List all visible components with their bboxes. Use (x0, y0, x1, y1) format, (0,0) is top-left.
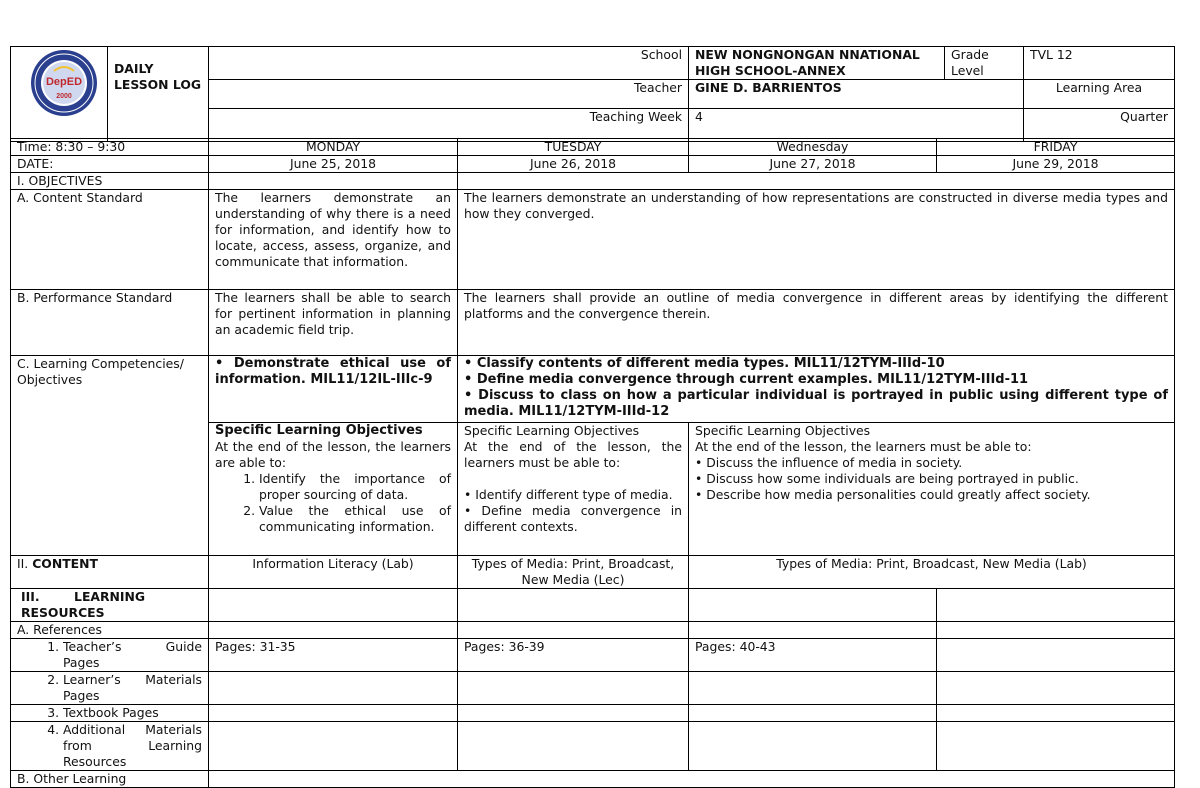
spec-mon-list (215, 471, 451, 535)
week-value: 4 (689, 109, 1024, 142)
performance-standard-monday: The learners shall be able to search for pertinent information in planning an academic field trip. (209, 290, 458, 356)
competency-item: • Classify contents of different media types. MIL11/12TYM-IIId-10 (464, 356, 945, 371)
competency-item: • Define media convergence through current examples. MIL11/12TYM-IIId-11 (464, 372, 1029, 387)
date-monday: June 25, 2018 (209, 156, 458, 173)
list-item: • Describe how media personalities could greatly affect society. (695, 487, 1091, 502)
learners-materials-label: 2. Learner’s Materials Pages (11, 672, 209, 705)
grade-value: TVL 12 (1024, 47, 1175, 80)
spec-mon-title: Specific Learning Objectives (215, 423, 423, 438)
performance-standard-row (11, 290, 1175, 356)
resources-label: III. LEARNING RESOURCES (11, 589, 209, 622)
objectives-label: I. OBJECTIVES (11, 173, 209, 190)
spec-mon-intro: At the end of the lesson, the learners are able to: (215, 439, 451, 470)
day-wednesday: Wednesday (689, 139, 937, 156)
date-label: DATE: (11, 156, 209, 173)
spec-wed-title: Specific Learning Objectives (695, 423, 871, 438)
time-cell: Time: 8:30 – 9:30 (11, 139, 209, 156)
day-tuesday: TUESDAY (458, 139, 689, 156)
references-row (11, 622, 1175, 639)
teachers-guide-row (11, 639, 1175, 672)
tg-pages-wednesday: Pages: 40-43 (689, 639, 937, 672)
spec-tue-intro: At the end of the lesson, the learners must be able to: (464, 439, 682, 470)
competencies-label: C. Learning Competencies/ Objectives (11, 356, 209, 556)
resources-row (11, 589, 1175, 622)
day-monday: MONDAY (209, 139, 458, 156)
logo-cell (11, 47, 108, 142)
list-item: • Discuss how some individuals are being portrayed in public. (695, 471, 1079, 486)
list-item: 2. Value the ethical use of communicating information. (259, 503, 451, 535)
lesson-table (10, 138, 1175, 788)
grade-label: Grade Level (945, 47, 1024, 80)
date-friday: June 29, 2018 (937, 156, 1175, 173)
time-row (11, 139, 1175, 156)
performance-standard-label: B. Performance Standard (11, 290, 209, 356)
content-label: II. CONTENT (11, 556, 209, 589)
teacher-value: GINE D. BARRIENTOS (689, 80, 1024, 109)
date-tuesday: June 26, 2018 (458, 156, 689, 173)
competencies-monday: • Demonstrate ethical use of information. MIL11/12IL-IIIc-9 (209, 356, 458, 423)
content-standard-monday: The learners demonstrate an understanding of why there is a need for information, and identify how to locate, access, assess, organize, and communicate that information. (209, 190, 458, 290)
content-monday: Information Literacy (Lab) (209, 556, 458, 589)
spec-wed-intro: At the end of the lesson, the learners must be able to: (695, 439, 1032, 454)
dll-title: DAILY LESSON LOG (108, 47, 209, 142)
spec-tue-title: Specific Learning Objectives (464, 423, 640, 438)
teacher-label: Teacher (209, 80, 689, 109)
content-standard-label: A. Content Standard (11, 190, 209, 290)
textbook-label: 3. Textbook Pages (11, 705, 209, 722)
date-wednesday: June 27, 2018 (689, 156, 937, 173)
content-row (11, 556, 1175, 589)
school-value: NEW NONGNONGAN NNATIONAL HIGH SCHOOL-ANNEX (689, 47, 945, 80)
teachers-guide-label: 1. Teacher’s Guide Pages (11, 639, 209, 672)
content-standard-rest: The learners demonstrate an understanding of how representations are constructed in diverse media types and how they converged. (458, 190, 1175, 290)
list-item: • Define media convergence in different contexts. (464, 503, 682, 534)
learners-materials-row (11, 672, 1175, 705)
specific-objectives-monday (209, 423, 458, 556)
list-item: 1. Identify the importance of proper sourcing of data. (259, 471, 451, 503)
area-label: Learning Area (1024, 80, 1175, 109)
performance-standard-rest: The learners shall provide an outline of media convergence in different areas by identifying the different platforms and the convergence therein. (458, 290, 1175, 356)
list-item: • Identify different type of media. (464, 487, 673, 502)
content-tuesday: Types of Media: Print, Broadcast, New Media (Lec) (458, 556, 689, 589)
additional-materials-label: 4. Additional Materials from Learning Resources (11, 722, 209, 771)
school-label: School (209, 47, 689, 80)
header-table (10, 46, 1175, 142)
week-label: Teaching Week (209, 109, 689, 142)
tg-pages-monday: Pages: 31-35 (209, 639, 458, 672)
specific-objectives-tuesday (458, 423, 689, 556)
additional-materials-row (11, 722, 1175, 771)
objectives-row (11, 173, 1175, 190)
day-friday: FRIDAY (937, 139, 1175, 156)
content-rest: Types of Media: Print, Broadcast, New Media (Lab) (689, 556, 1175, 589)
other-learning-label: B. Other Learning (11, 771, 209, 788)
competencies-rest (458, 356, 1175, 423)
date-row (11, 156, 1175, 173)
competency-item: • Discuss to class on how a particular individual is portrayed in public using different type of media. MIL11/12TYM-IIId-12 (464, 388, 1168, 419)
competencies-row (11, 356, 1175, 423)
tg-pages-tuesday: Pages: 36-39 (458, 639, 689, 672)
content-standard-row (11, 190, 1175, 290)
logo-text: DepED (45, 76, 83, 88)
quarter-label: Quarter (1024, 109, 1175, 142)
list-item: • Discuss the influence of media in society. (695, 455, 963, 470)
textbook-row (11, 705, 1175, 722)
references-label: A. References (11, 622, 209, 639)
logo-year: 2000 (56, 93, 72, 100)
specific-objectives-rest (689, 423, 1175, 556)
